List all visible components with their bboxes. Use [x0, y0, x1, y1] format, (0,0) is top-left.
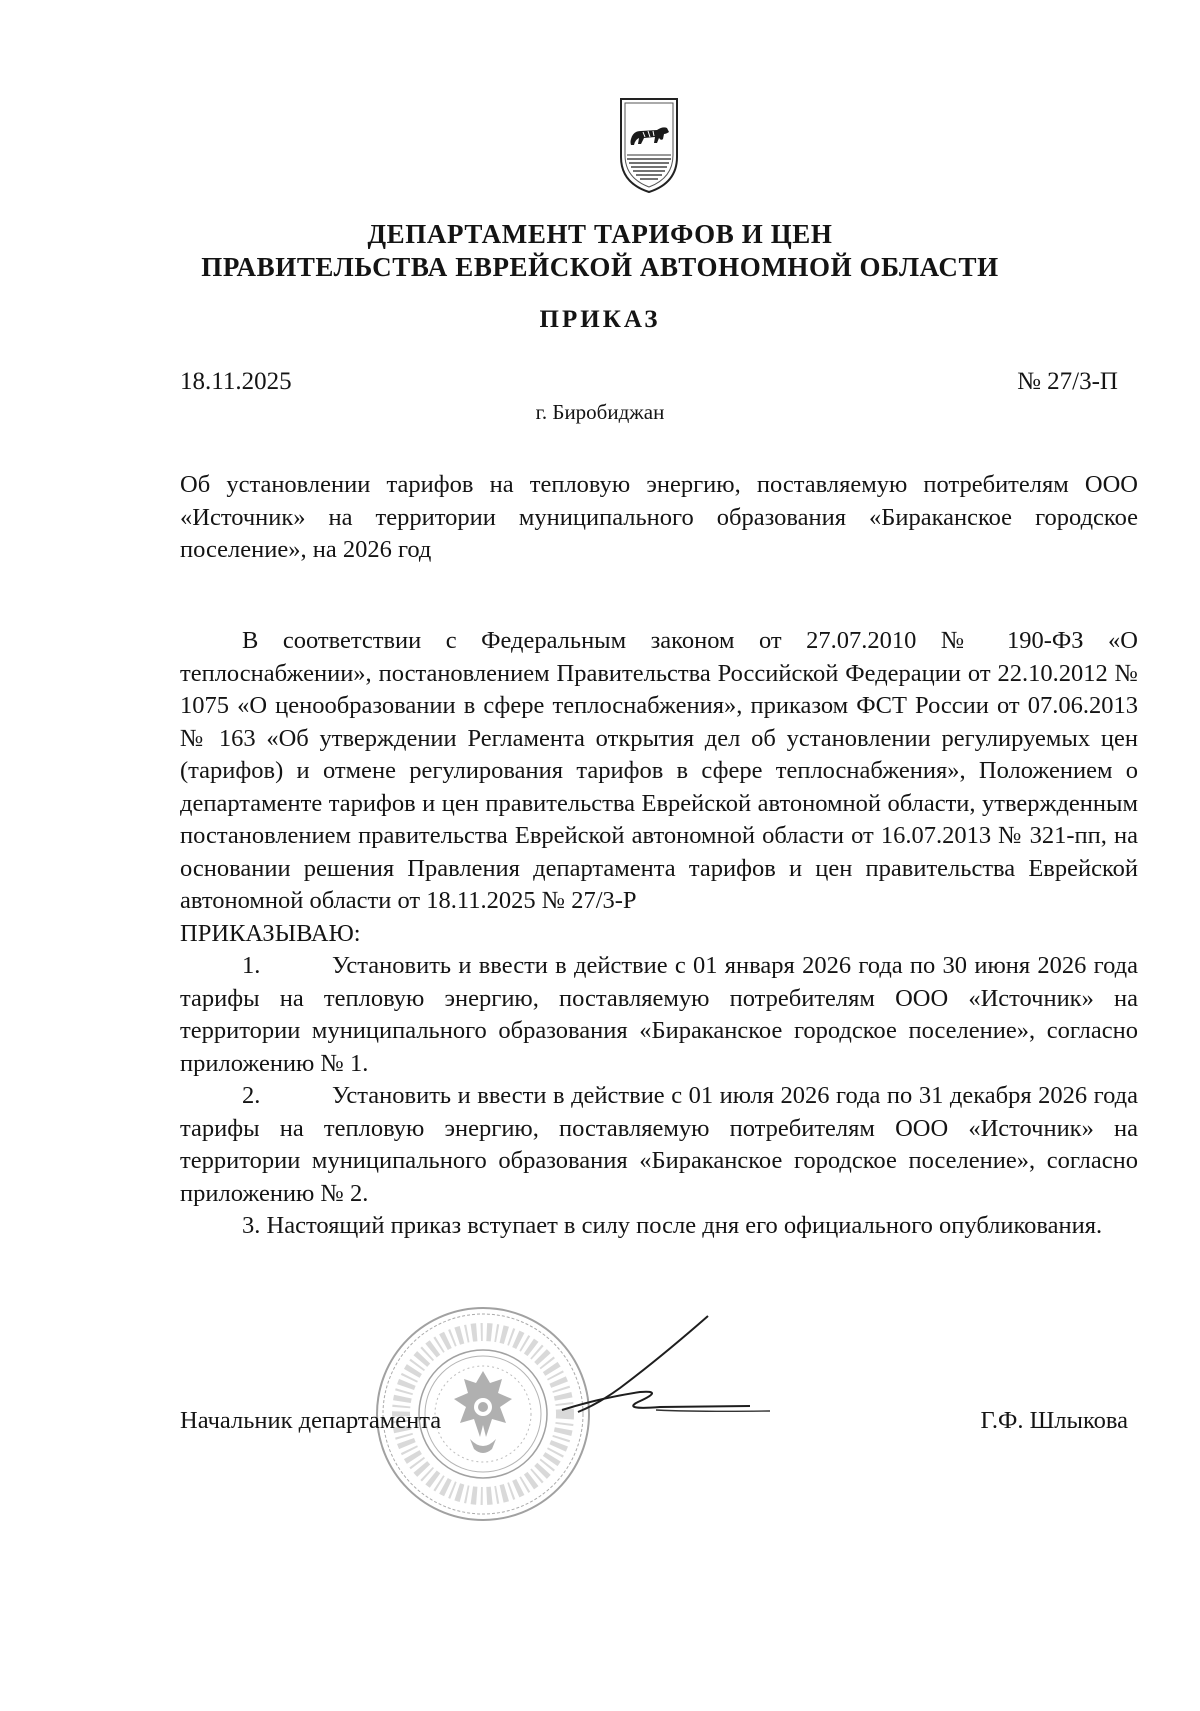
order-word: ПРИКАЗЫВАЮ: [180, 919, 361, 947]
order-item-2 [180, 1080, 1138, 1210]
document-number: № 27/3-П [1017, 368, 1118, 395]
document-type: ПРИКАЗ [539, 306, 661, 333]
document-city: г. Биробиджан [535, 400, 665, 424]
document-date: 18.11.2025 [180, 368, 292, 395]
organization-name-line-2: ПРАВИТЕЛЬСТВА ЕВРЕЙСКОЙ АВТОНОМНОЙ ОБЛАСТИ [201, 252, 999, 282]
order-item-text: Установить и ввести в действие с 01 июля 2026 года по 31 декабря 2026 года тарифы на тепловую энергию, поставляемую потребителям ООО «Источник» на территории муниципального образования «Бираканское городское поселение», согласно приложению № 2. [180, 1082, 1138, 1207]
order-item-number: 3. [242, 1212, 261, 1239]
order-item-text: Настоящий приказ вступает в силу после дня его официального опубликования. [266, 1212, 1103, 1239]
coat-of-arms-icon [617, 95, 681, 195]
document-subject: Об установлении тарифов на тепловую энергию, поставляемую потребителям ООО «Источник» на территории муниципального образования «Бираканское городское поселение», на 2026 год [180, 471, 1138, 563]
handwritten-signature-icon [470, 1312, 810, 1432]
order-item-1 [180, 950, 1138, 1080]
signatory-name: Г.Ф. Шлыкова [980, 1407, 1128, 1434]
document-body [180, 625, 1138, 1243]
signatory-title: Начальник департамента [180, 1407, 442, 1434]
order-item-3 [180, 1210, 1138, 1243]
order-item-text: Установить и ввести в действие с 01 января 2026 года по 30 июня 2026 года тарифы на тепловую энергию, поставляемую потребителям ООО «Источник» на территории муниципального образования «Бираканское городское поселение», согласно приложению № 1. [180, 952, 1138, 1077]
organization-name-line-1: ДЕПАРТАМЕНТ ТАРИФОВ И ЦЕН [367, 219, 833, 249]
order-item-number: 2. [242, 1082, 261, 1109]
preamble-paragraph: В соответствии с Федеральным законом от 27.07.2010 № 190-ФЗ «О теплоснабжении», постановлением Правительства Российской Федерации от 22.10.2012 № 1075 «О ценообразовании в сфере теплоснабжения», приказом ФСТ России от 07.06.2013 № 163 «Об утверждении Регламента открытия дел об установлении регулируемых цен (тарифов) и отмене регулирования тарифов в сфере теплоснабжения», Положением о департаменте тарифов и цен правительства Еврейской автономной области, утвержденным постановлением правительства Еврейской автономной области от 16.07.2013 № 321-пп, на основании решения Правления департамента тарифов и цен правительства Еврейской автономной области от 18.11.2025 № 27/3-Р [180, 627, 1138, 914]
order-item-number: 1. [242, 952, 261, 979]
